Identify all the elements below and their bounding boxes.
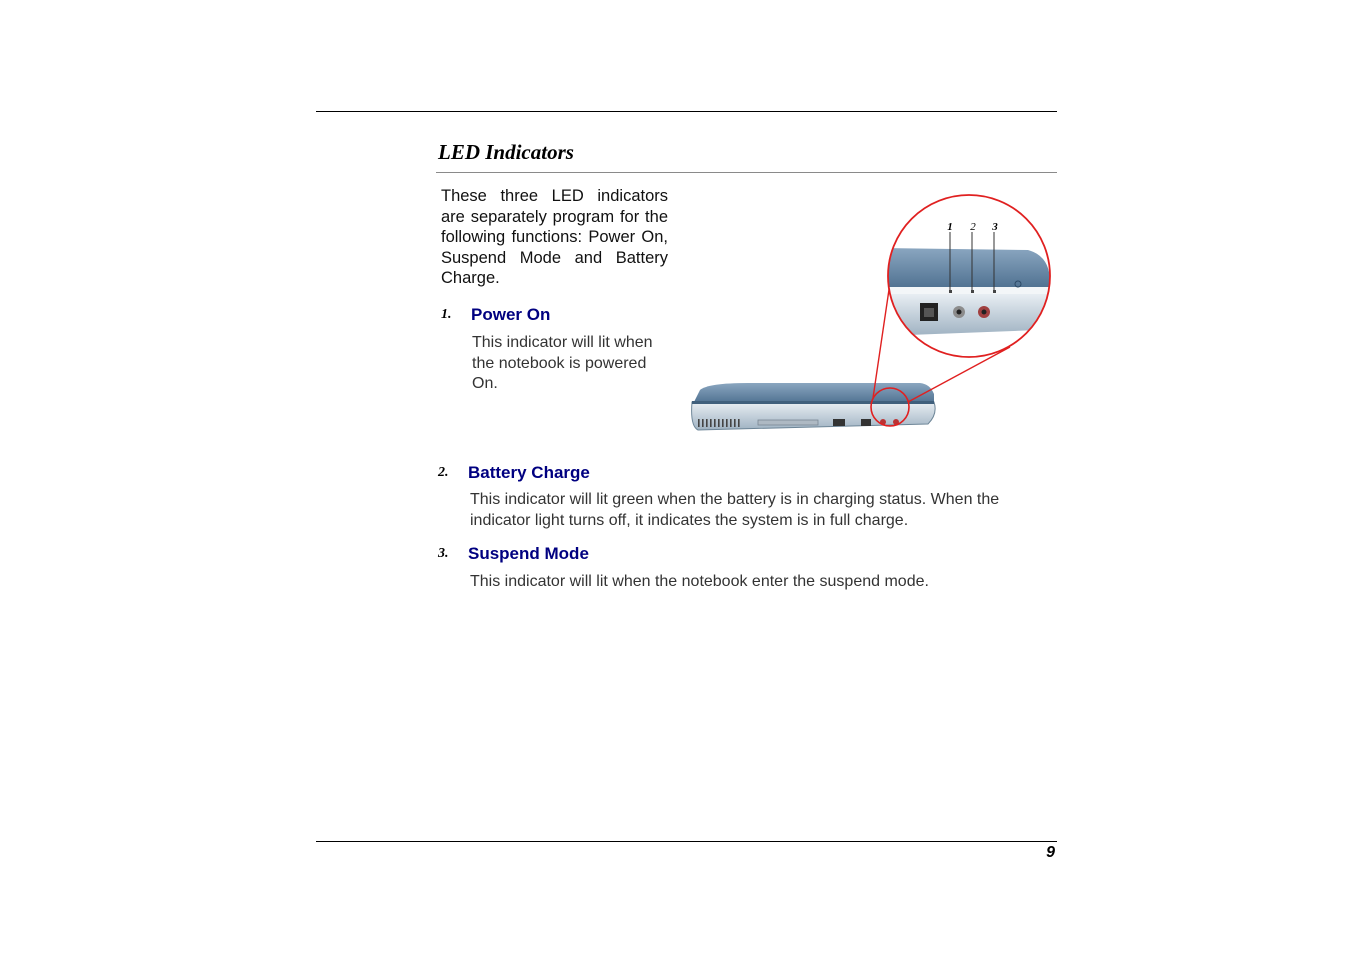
magnified-led-view xyxy=(883,190,1054,365)
header-rule xyxy=(316,111,1057,112)
page-number: 9 xyxy=(1046,844,1055,861)
laptop-led-illustration xyxy=(688,190,1054,440)
intro-paragraph: These three LED indicators are separately program for the following functions: Power On, Suspend Mode and Battery Charge. xyxy=(441,187,668,287)
item-description-power-on: This indicator will lit when the notebook is powered On. xyxy=(472,334,653,392)
callout-line xyxy=(873,276,891,398)
pc-card-slot xyxy=(758,420,818,425)
modem-port xyxy=(861,419,871,426)
led-callout-label-1: 1 xyxy=(947,221,953,233)
item-number: 3. xyxy=(438,546,449,561)
section-title: LED Indicators xyxy=(438,140,574,164)
led-callout-label-3: 3 xyxy=(992,221,998,233)
led-callout-label-2: 2 xyxy=(970,221,976,233)
item-title-battery-charge: Battery Charge xyxy=(468,463,590,482)
item-number: 2. xyxy=(438,465,449,480)
item-title-suspend-mode: Suspend Mode xyxy=(468,544,589,563)
item-number: 1. xyxy=(441,307,452,322)
section-title-rule xyxy=(436,172,1057,173)
footer-rule xyxy=(316,841,1057,842)
lan-port xyxy=(833,419,845,426)
item-description-battery-charge: This indicator will lit green when the battery is in charging status. When the indicator light turns off, it indicates the system is in full charge. xyxy=(470,491,1000,529)
item-title-power-on: Power On xyxy=(471,305,551,324)
item-description-suspend-mode: This indicator will lit when the notebook enter the suspend mode. xyxy=(470,573,929,590)
